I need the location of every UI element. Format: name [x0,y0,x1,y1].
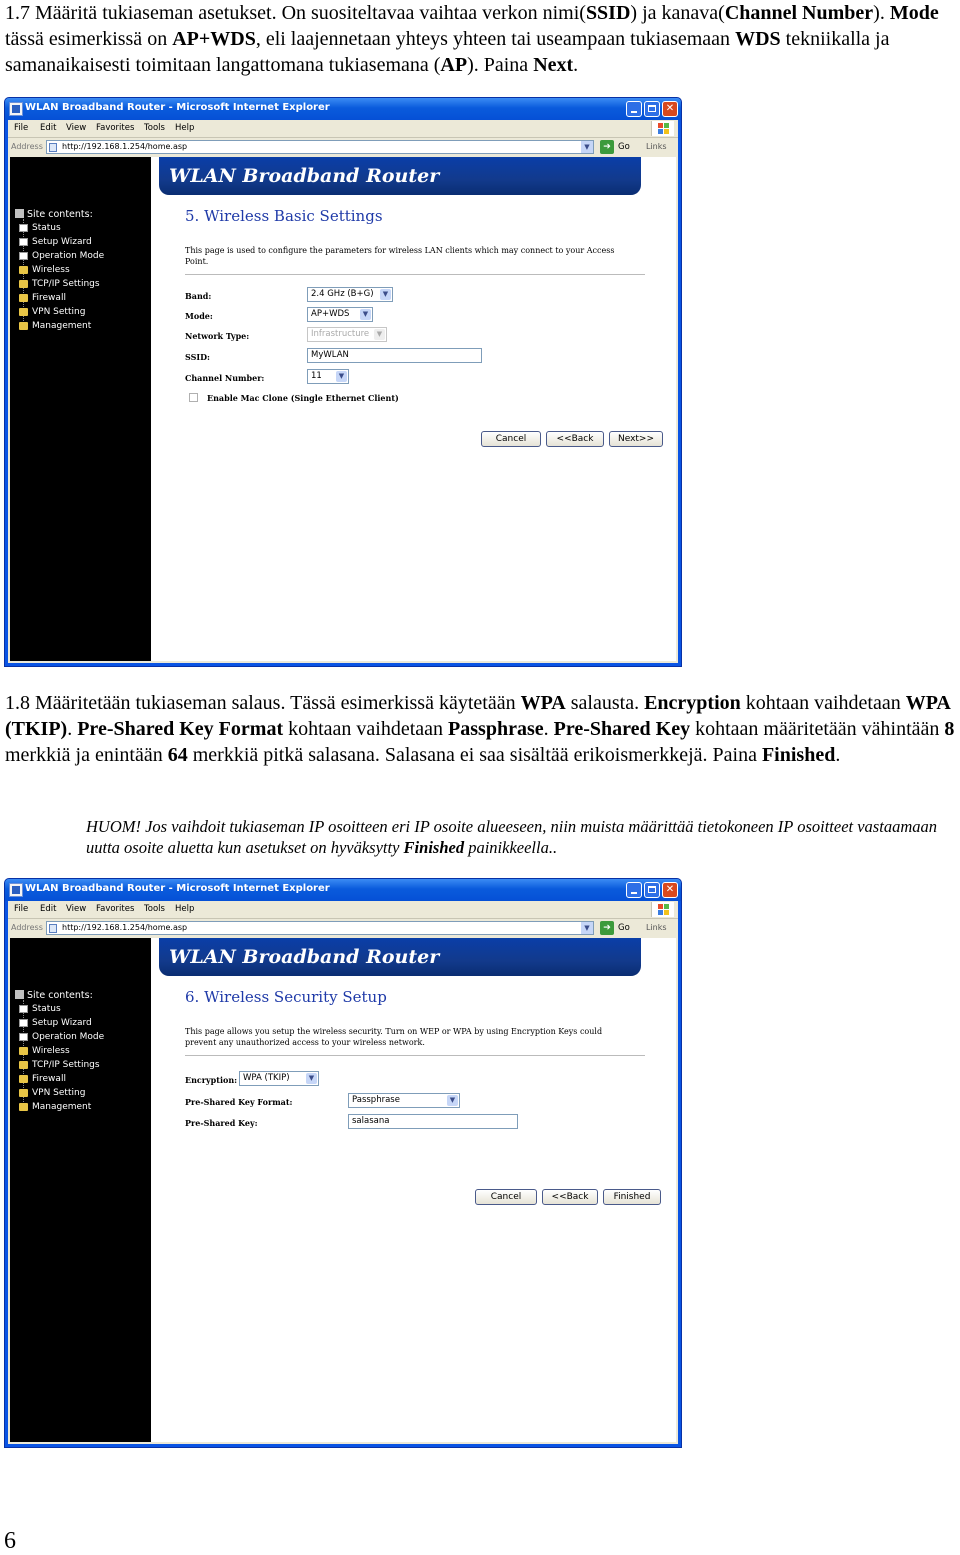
channel-number-label: Channel Number: [185,373,265,383]
ie-icon [9,883,23,897]
folder-icon [19,266,28,274]
text-run: kohtaan määritetään vähintään [690,718,945,740]
text-run: 1.8 Määritetään tukiaseman salaus. Tässä esimerkissä käytetään [5,692,521,714]
address-url: http://192.168.1.254/home.asp [62,923,188,932]
network-type-select [307,327,387,342]
bold-text: 8 [944,718,955,740]
encryption-value: WPA (TKIP) [243,1073,290,1083]
sidebar-item-label: Status [32,223,61,233]
mode-value: AP+WDS [311,309,350,319]
sidebar-item-firewall[interactable] [32,293,66,303]
bold-text: Finished [403,838,465,857]
address-input[interactable] [46,140,594,154]
back-button[interactable]: <<Back [546,431,604,447]
banner-title: WLAN Broadband Router [169,165,440,187]
text-run: tekniikalla ja samanaikaisesti toimitaan langattomana tukiasemana ( [5,28,890,76]
menu-view[interactable]: View [66,123,87,133]
go-arrow-icon[interactable]: ➔ [600,140,614,154]
bold-text: Encryption [644,692,741,714]
sidebar-item-status[interactable] [32,1004,61,1014]
text-run: merkkiä ja enintään [5,744,168,766]
site-icon [15,209,24,218]
windows-logo-icon [651,902,674,917]
sidebar-item-label: Setup Wizard [32,237,92,247]
close-icon: ✕ [665,884,675,895]
sidebar-item-vpn[interactable] [32,307,85,317]
menu-help[interactable]: Help [175,904,195,914]
ssid-label: SSID: [185,352,211,362]
menu-favorites[interactable]: Favorites [96,904,135,914]
folder-icon [19,280,28,288]
page-description: This page allows you setup the wireless security. Turn on WEP or WPA by using Encryption Keys could prevent any unauthorized access to your wireless network. [185,1027,603,1047]
chevron-down-icon: ▼ [360,309,371,320]
page-title: 5. Wireless Basic Settings [185,207,383,225]
close-icon: ✕ [665,103,675,114]
router-banner [159,157,641,195]
chevron-down-icon: ▼ [306,1073,317,1084]
folder-icon [19,1103,28,1111]
encryption-label: Encryption: [185,1075,238,1085]
page-icon [19,238,28,246]
page-icon [19,224,28,232]
text-run: . [835,744,841,766]
sidebar-item-firewall[interactable] [32,1074,66,1084]
router-page [10,938,676,1442]
menu-file[interactable]: File [14,123,29,133]
text-run: 1.7 Määritä tukiaseman asetukset. On suositeltavaa vaihtaa verkon nimi( [5,2,586,24]
site-contents-label: Site contents: [27,990,93,1001]
paragraph-1-8 [5,690,955,768]
sidebar-item-label: Firewall [32,1074,66,1084]
window-title: WLAN Broadband Router - Microsoft Internet Explorer [25,883,330,894]
page-icon [19,252,28,260]
links-button[interactable]: Links [646,142,667,151]
chevron-down-icon: ▼ [380,289,391,300]
note-paragraph [86,816,946,858]
close-button[interactable] [662,882,678,898]
mode-label: Mode: [185,311,213,321]
folder-icon [19,1047,28,1055]
divider [185,1055,645,1056]
address-bar [8,919,678,937]
sidebar-item-label: Management [32,1102,92,1112]
divider [185,274,645,275]
maximize-button[interactable] [644,101,660,117]
mac-clone-label: Enable Mac Clone (Single Ethernet Client) [207,393,399,403]
chevron-down-icon: ▼ [336,371,347,382]
text-run: HUOM! Jos vaihdoit tukiaseman IP osoitteen eri IP osoite alueeseen, niin muista määrittää tietokoneen IP osoitteet vastaamaan uutta osoite aluetta kun asetukset on hyväksytty [86,817,937,857]
psk-format-select[interactable] [348,1093,460,1108]
menu-tools[interactable]: Tools [144,123,165,133]
bold-text: Finished [761,744,836,766]
menu-tools[interactable]: Tools [144,904,165,914]
text-run: merkkiä pitkä salasana. Salasana ei saa sisältää erikoismerkkejä. Paina [187,744,762,766]
address-label: Address [11,142,43,151]
windows-logo-icon [651,121,674,136]
sidebar-item-operation-mode[interactable] [32,251,104,261]
ssid-input[interactable]: MyWLAN [307,348,482,363]
cancel-button[interactable]: Cancel [475,1189,537,1205]
bold-text: WDS [735,28,781,50]
window-title: WLAN Broadband Router - Microsoft Internet Explorer [25,102,330,113]
channel-number-value: 11 [311,371,322,381]
sidebar [10,157,151,661]
sidebar-item-tcpip[interactable] [32,1060,100,1070]
chevron-down-icon[interactable]: ▼ [581,922,593,934]
mode-select[interactable] [307,307,373,322]
sidebar-item-setup-wizard[interactable] [32,237,92,247]
bold-text: WPA (TKIP) [5,692,950,740]
sidebar-item-setup-wizard[interactable] [32,1018,92,1028]
psk-format-label: Pre-Shared Key Format: [185,1097,293,1107]
minimize-icon [631,892,637,894]
site-contents-title [15,990,93,1001]
browser-frame [8,120,678,663]
page-description: This page is used to configure the parameters for wireless LAN clients which may connect to your Access Point. [185,246,615,266]
sidebar-item-label: VPN Setting [32,1088,86,1098]
maximize-icon [648,105,656,112]
chevron-down-icon: ▼ [447,1095,458,1106]
folder-icon [19,294,28,302]
router-banner [159,938,641,976]
text-run: ). [873,2,890,24]
sidebar [10,938,151,1442]
menu-bar [8,120,678,138]
encryption-select[interactable] [239,1071,319,1086]
minimize-icon [631,111,637,113]
address-label: Address [11,923,43,932]
links-button[interactable]: Links [646,923,667,932]
bold-text: SSID [585,2,631,24]
sidebar-item-wireless[interactable] [32,1046,70,1056]
text-run: . [543,718,554,740]
maximize-icon [648,886,656,893]
text-run: . [573,54,579,76]
text-run: tässä esimerkissä on [5,28,173,50]
sidebar-item-tcpip[interactable] [32,279,100,289]
sidebar-item-label: Operation Mode [32,1032,105,1042]
chevron-down-icon[interactable]: ▼ [581,141,593,153]
browser-window-security-setup [4,878,682,1448]
sidebar-item-wireless[interactable] [32,265,70,275]
sidebar-item-vpn[interactable] [32,1088,85,1098]
site-contents-title [15,209,93,220]
text-run: ) ja kanava( [630,2,725,24]
menu-help[interactable]: Help [175,123,195,133]
menu-edit[interactable]: Edit [40,904,57,914]
text-run: kohtaan vaihdetaan [740,692,906,714]
next-button[interactable]: Next>> [609,431,663,447]
cancel-button[interactable]: Cancel [481,431,541,447]
bold-text: Channel Number [724,2,874,24]
folder-icon [19,322,28,330]
bold-text: WPA [520,692,566,714]
bold-text: AP+WDS [172,28,256,50]
text-run: ). Paina [467,54,534,76]
folder-icon [19,1075,28,1083]
title-bar [5,879,681,901]
sidebar-item-label: TCP/IP Settings [32,1060,100,1070]
title-bar [5,98,681,120]
bold-text: Mode [889,2,939,24]
go-button[interactable]: Go [618,142,630,152]
folder-icon [19,1061,28,1069]
address-input[interactable] [46,921,594,935]
maximize-button[interactable] [644,882,660,898]
paragraph-1-7 [5,0,955,78]
sidebar-item-label: Management [32,321,92,331]
browser-frame [8,901,678,1444]
minimize-button[interactable] [626,882,642,898]
chevron-down-icon: ▼ [374,329,385,340]
sidebar-item-label: Wireless [32,265,70,275]
sidebar-item-label: Firewall [32,293,66,303]
band-select[interactable] [307,287,393,302]
page-number: 6 [4,1528,16,1554]
sidebar-item-operation-mode[interactable] [32,1032,104,1042]
network-type-label: Network Type: [185,331,250,341]
minimize-button[interactable] [626,101,642,117]
menu-edit[interactable]: Edit [40,123,57,133]
menu-bar [8,901,678,919]
folder-icon [19,1089,28,1097]
menu-file[interactable]: File [14,904,29,914]
go-button[interactable]: Go [618,923,630,933]
bold-text: 64 [167,744,188,766]
page-icon [19,1019,28,1027]
page-title: 6. Wireless Security Setup [185,988,387,1006]
page-icon [19,1033,28,1041]
bold-text: Passphrase [448,718,544,740]
page-icon [19,1005,28,1013]
channel-number-select[interactable] [307,369,349,384]
go-arrow-icon[interactable]: ➔ [600,921,614,935]
page-icon [49,143,57,152]
psk-label: Pre-Shared Key: [185,1118,258,1128]
finished-button[interactable]: Finished [603,1189,661,1205]
bold-text: AP [440,54,468,76]
sidebar-item-management[interactable] [32,321,91,331]
router-page [10,157,676,661]
text-run: painikkeella.. [464,838,558,857]
site-icon [15,990,24,999]
banner-title: WLAN Broadband Router [169,946,440,968]
psk-input[interactable]: salasana [348,1114,518,1129]
ie-icon [9,102,23,116]
sidebar-item-status[interactable] [32,223,61,233]
sidebar-item-label: Status [32,1004,61,1014]
folder-icon [19,308,28,316]
mac-clone-checkbox[interactable] [189,393,198,402]
sidebar-item-label: TCP/IP Settings [32,279,100,289]
site-contents-label: Site contents: [27,209,93,220]
text-run: salausta. [565,692,645,714]
network-type-value: Infrastructure [311,329,370,339]
sidebar-item-label: VPN Setting [32,307,86,317]
bold-text: Next [533,54,574,76]
close-button[interactable] [662,101,678,117]
back-button[interactable]: <<Back [542,1189,598,1205]
band-value: 2.4 GHz (B+G) [311,289,374,299]
sidebar-item-label: Setup Wizard [32,1018,92,1028]
sidebar-item-management[interactable] [32,1102,91,1112]
sidebar-item-label: Operation Mode [32,251,105,261]
bold-text: Pre-Shared Key [553,718,691,740]
text-run: . [67,718,78,740]
text-run: , eli laajennetaan yhteys yhteen tai useampaan tukiasemaan [255,28,736,50]
text-run: kohtaan vaihdetaan [283,718,449,740]
address-bar [8,138,678,156]
bold-text: Pre-Shared Key Format [77,718,284,740]
psk-format-value: Passphrase [352,1095,400,1105]
page-icon [49,924,57,933]
address-url: http://192.168.1.254/home.asp [62,142,188,151]
menu-view[interactable]: View [66,904,87,914]
browser-window-basic-settings [4,97,682,667]
sidebar-item-label: Wireless [32,1046,70,1056]
menu-favorites[interactable]: Favorites [96,123,135,133]
band-label: Band: [185,291,212,301]
